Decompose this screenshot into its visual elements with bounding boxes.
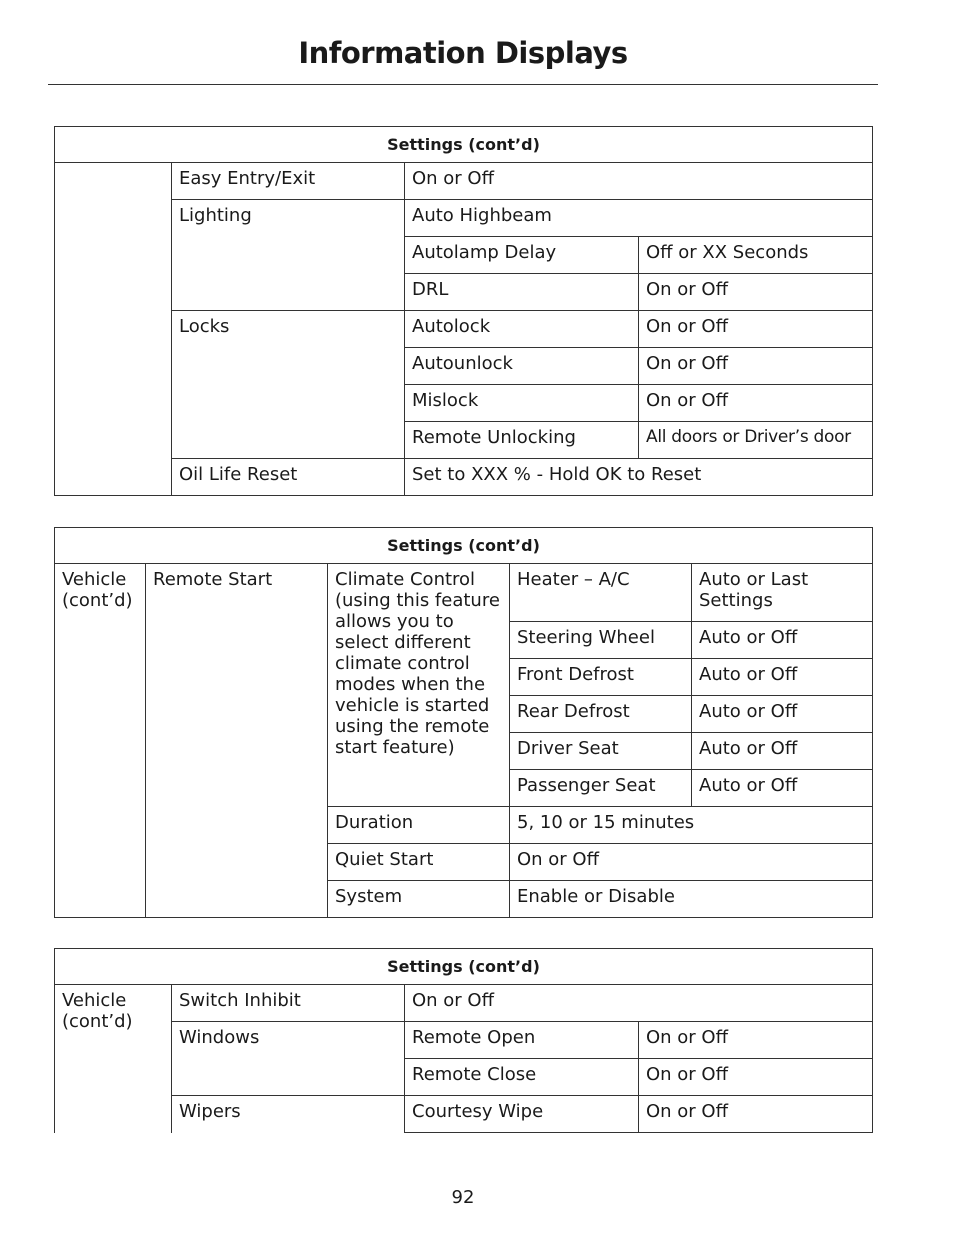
setting-value: Set to XXX % - Hold OK to Reset bbox=[405, 459, 873, 496]
page-title: Information Displays bbox=[298, 36, 628, 70]
setting-value: Off or XX Seconds bbox=[639, 237, 873, 274]
category-cell bbox=[55, 163, 172, 496]
setting-value: On or Off bbox=[405, 163, 873, 200]
setting-value: Auto or Off bbox=[692, 733, 873, 770]
setting-value: On or Off bbox=[639, 385, 873, 422]
setting-suboption: Steering Wheel bbox=[510, 622, 692, 659]
setting-value: On or Off bbox=[639, 1096, 873, 1133]
setting-label: Wipers bbox=[172, 1096, 405, 1133]
setting-option: Autolock bbox=[405, 311, 639, 348]
category-cell: Vehicle (cont’d) bbox=[55, 564, 146, 918]
setting-option: DRL bbox=[405, 274, 639, 311]
setting-option: Mislock bbox=[405, 385, 639, 422]
category-cell: Vehicle (cont’d) bbox=[55, 985, 172, 1133]
settings-table-2 bbox=[54, 527, 873, 918]
page-number: 92 bbox=[451, 1187, 475, 1208]
setting-suboption: Driver Seat bbox=[510, 733, 692, 770]
setting-suboption: Front Defrost bbox=[510, 659, 692, 696]
table-heading: Settings (cont’d) bbox=[55, 528, 873, 564]
settings-table-3 bbox=[54, 948, 873, 1133]
setting-value: On or Off bbox=[510, 844, 873, 881]
title-divider bbox=[48, 84, 878, 85]
setting-suboption: Passenger Seat bbox=[510, 770, 692, 807]
setting-label: Easy Entry/Exit bbox=[172, 163, 405, 200]
setting-label: Remote Start bbox=[146, 564, 328, 918]
setting-value: 5, 10 or 15 minutes bbox=[510, 807, 873, 844]
setting-option: Quiet Start bbox=[328, 844, 510, 881]
setting-label: Lighting bbox=[172, 200, 405, 311]
setting-value: Auto or Last Settings bbox=[692, 564, 873, 622]
settings-table-1 bbox=[54, 126, 873, 496]
setting-option: Remote Unlocking bbox=[405, 422, 639, 459]
setting-option: Remote Open bbox=[405, 1022, 639, 1059]
setting-option: Duration bbox=[328, 807, 510, 844]
setting-label: Windows bbox=[172, 1022, 405, 1096]
setting-option: Autounlock bbox=[405, 348, 639, 385]
setting-option: Auto Highbeam bbox=[405, 200, 873, 237]
setting-option: System bbox=[328, 881, 510, 918]
setting-value: On or Off bbox=[405, 985, 873, 1022]
setting-label: Locks bbox=[172, 311, 405, 459]
setting-suboption: Heater – A/C bbox=[510, 564, 692, 622]
setting-option: Courtesy Wipe bbox=[405, 1096, 639, 1133]
setting-value: Auto or Off bbox=[692, 622, 873, 659]
setting-suboption: Rear Defrost bbox=[510, 696, 692, 733]
setting-label: Switch Inhibit bbox=[172, 985, 405, 1022]
setting-value: On or Off bbox=[639, 274, 873, 311]
setting-value: On or Off bbox=[639, 348, 873, 385]
setting-option: Autolamp Delay bbox=[405, 237, 639, 274]
table-heading: Settings (cont’d) bbox=[55, 127, 873, 163]
setting-option: Climate Control (using this feature allows you to select different climate control modes when the vehicle is started using the remote start feature) bbox=[328, 564, 510, 807]
setting-value: Auto or Off bbox=[692, 659, 873, 696]
setting-value: On or Off bbox=[639, 1059, 873, 1096]
setting-value: On or Off bbox=[639, 1022, 873, 1059]
table-heading: Settings (cont’d) bbox=[55, 949, 873, 985]
setting-value: On or Off bbox=[639, 311, 873, 348]
setting-label: Oil Life Reset bbox=[172, 459, 405, 496]
setting-value: Auto or Off bbox=[692, 696, 873, 733]
setting-value: All doors or Driver’s door bbox=[639, 422, 873, 459]
setting-value: Auto or Off bbox=[692, 770, 873, 807]
setting-option: Remote Close bbox=[405, 1059, 639, 1096]
setting-value: Enable or Disable bbox=[510, 881, 873, 918]
